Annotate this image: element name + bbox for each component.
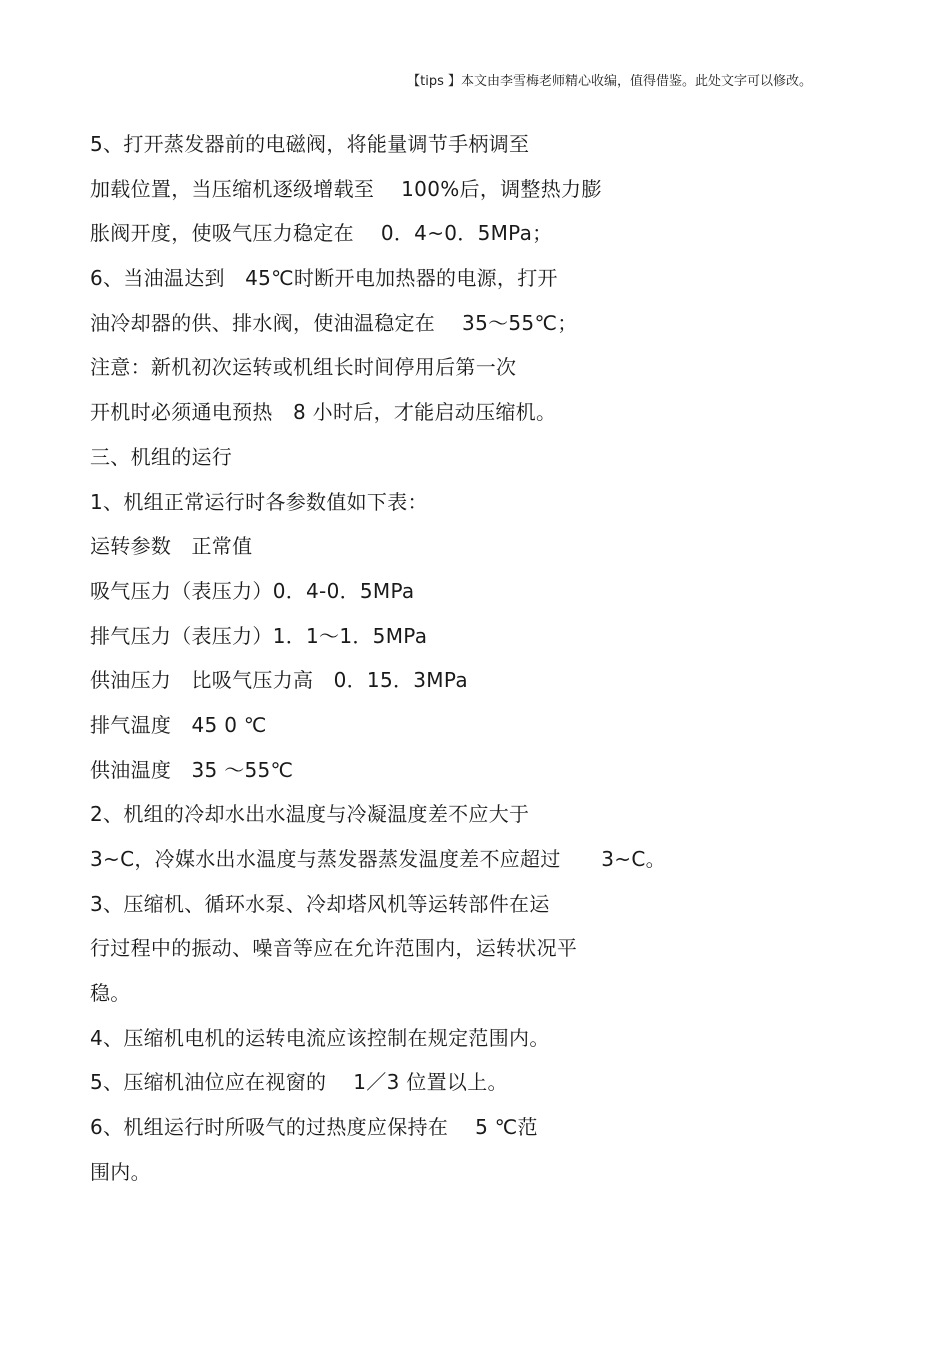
text-line: 1、机组正常运行时各参数值如下表： <box>90 489 428 514</box>
text-line: 稳。 <box>90 981 131 1006</box>
param-row: 供油温度 35 ～55℃ <box>90 757 294 782</box>
section-heading: 三、机组的运行 <box>90 444 233 469</box>
text-line: 胀阀开度，使吸气压力稳定在 0．4~0．5MPa； <box>90 221 553 246</box>
text-line: 3~C，冷媒水出水温度与蒸发器蒸发温度差不应超过 3~C。 <box>90 847 666 871</box>
param-row: 供油压力 比吸气压力高 0．15．3MPa <box>90 668 468 693</box>
text-line: 3、压缩机、循环水泵、冷却塔风机等运转部件在运 <box>90 891 550 916</box>
text-line: 油冷却器的供、排水阀，使油温稳定在 35～55℃； <box>90 310 578 335</box>
text-line: 4、压缩机电机的运转电流应该控制在规定范围内。 <box>90 1025 550 1050</box>
text-line: 6、当油温达到 45℃时断开电加热器的电源，打开 <box>90 266 558 291</box>
document-body <box>90 122 870 1195</box>
text-line: 开机时必须通电预热 8 小时后，才能启动压缩机。 <box>90 400 557 425</box>
text-line: 6、机组运行时所吸气的过热度应保持在 5 ℃范 <box>90 1115 538 1140</box>
text-line: 围内。 <box>90 1159 151 1184</box>
text-line: 注意：新机初次运转或机组长时间停用后第一次 <box>90 355 517 380</box>
text-line: 2、机组的冷却水出水温度与冷凝温度差不应大于 <box>90 802 530 827</box>
param-table-header: 运转参数 正常值 <box>90 534 253 559</box>
text-line: 5、压缩机油位应在视窗的 1／3 位置以上。 <box>90 1070 508 1095</box>
text-line: 5、打开蒸发器前的电磁阀，将能量调节手柄调至 <box>90 132 530 156</box>
param-row: 排气压力（表压力）1．1～1．5MPa <box>90 623 428 648</box>
text-line: 行过程中的振动、噪音等应在允许范围内，运转状况平 <box>90 936 578 961</box>
param-row: 吸气压力（表压力）0．4-0．5MPa <box>90 578 415 603</box>
text-line: 加载位置，当压缩机逐级增载至 100%后，调整热力膨 <box>90 176 602 201</box>
tips-note: 【tips 】本文由李雪梅老师精心收编，值得借鉴。此处文字可以修改。 <box>407 74 812 89</box>
param-row: 排气温度 45 0 ℃ <box>90 712 267 737</box>
